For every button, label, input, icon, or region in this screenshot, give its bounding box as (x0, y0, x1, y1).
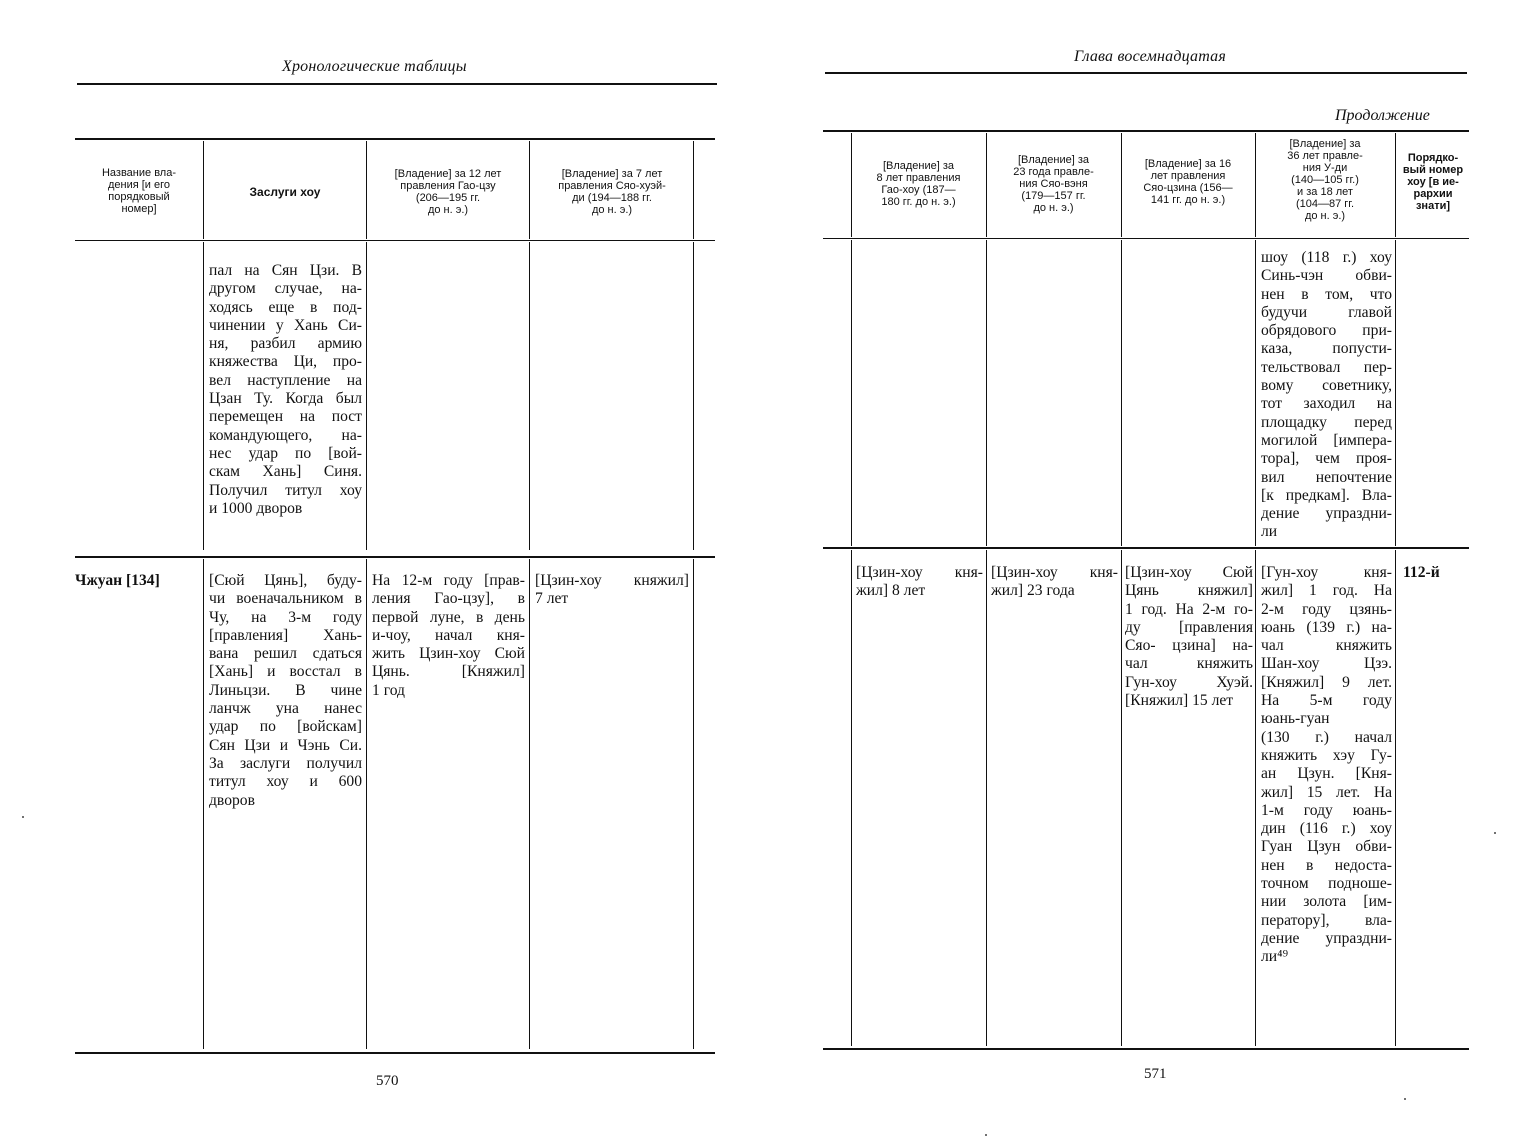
column-divider (851, 240, 852, 546)
column-divider (529, 242, 530, 550)
text-line: 1-м году юань- (1261, 801, 1392, 819)
text-line: вел наступление на (209, 371, 362, 389)
column-header-xiaohui (532, 168, 692, 216)
header-bottom-rule (75, 240, 715, 241)
text-line: чи военачальником в (209, 590, 362, 608)
column-divider (986, 133, 987, 237)
running-head: Хронологические таблицы (282, 58, 467, 75)
text-line: нен в недоста- (1261, 856, 1392, 874)
text-line: жить Цзин-хоу Сюй (372, 645, 525, 663)
text-line: Получил титул хоу (209, 481, 362, 499)
header-line: [Владение] за (1017, 154, 1090, 166)
text-line: ператору], вла- (1261, 911, 1392, 929)
chronology-table-left (75, 138, 715, 1054)
text-line: точном подноше- (1261, 875, 1392, 893)
text-line: другом случае, на- (209, 280, 362, 298)
header-line: Гао-хоу (187— (881, 184, 956, 196)
text-line: перемещен на пост (209, 408, 362, 426)
text-line: 2-м году цзянь- (1261, 600, 1392, 618)
header-line: 141 гг. до н. э.) (1150, 194, 1226, 206)
text-line: ления Гао-цзу], в (372, 590, 525, 608)
print-speck (1404, 1098, 1406, 1100)
text-line: [Сюй Цянь], буду- (209, 572, 362, 589)
text-line: каза, попусти- (1261, 340, 1392, 358)
row-divider-rule (823, 547, 1469, 549)
column-header-name (77, 167, 201, 215)
header-line: 23 года правле- (1013, 166, 1094, 178)
text-line: дин (116 г.) хоу (1261, 820, 1392, 838)
header-line: до н. э.) (591, 204, 633, 216)
column-divider (203, 559, 204, 1049)
text-line: На 12-м году [прав- (372, 572, 525, 589)
text-line: На 5-м году (1261, 692, 1392, 710)
column-divider (529, 559, 530, 1049)
text-line: пал на Сян Цзи. В (209, 262, 362, 279)
text-line: чал княжить (1261, 637, 1392, 655)
text-line: вому советнику, (1261, 377, 1392, 395)
header-line: 8 лет правления (876, 172, 961, 184)
header-line: ния У-ди (1302, 162, 1348, 174)
header-line: [Владение] за (882, 160, 955, 172)
chronology-table-right (823, 130, 1469, 1050)
column-divider (1255, 133, 1256, 237)
text-line: тельствовал пер- (1261, 358, 1392, 376)
header-line: рархии (1413, 188, 1453, 200)
table-bottom-rule (823, 1048, 1469, 1050)
text-line: ли⁴⁹ (1261, 948, 1288, 966)
text-line: площадку перед (1261, 413, 1392, 431)
text-line: жил] 8 лет (856, 582, 926, 600)
header-line: Порядко- (1407, 152, 1459, 164)
page-number: 571 (1144, 1066, 1167, 1082)
text-line: [Хань] и восстал в (209, 663, 362, 681)
text-line: [Гун-хоу кня- (1261, 564, 1392, 581)
header-line: (206—195 гг. (415, 192, 481, 204)
text-line: скам Хань] Синя. (209, 463, 362, 481)
column-divider (693, 559, 694, 1049)
text-line: [правления] Хань- (209, 626, 362, 644)
text-line: нен в том, что (1261, 285, 1392, 303)
column-divider (1395, 550, 1396, 1046)
cell-name-row2 (75, 572, 201, 590)
text-line: нии золота [им- (1261, 893, 1392, 911)
text-line: ня, разбил армию (209, 335, 362, 353)
text-line: Чу, на 3-м году (209, 608, 362, 626)
text-line: [Цзин-хоу кня- (856, 564, 983, 581)
text-line: дворов (209, 791, 255, 809)
text-line: и 1000 дворов (209, 499, 303, 517)
text-line: княжить хэу Гу- (1261, 746, 1392, 764)
cell-xiaowen-row2 (991, 564, 1118, 601)
header-line: лет правления (1150, 170, 1226, 182)
header-line: [Владение] за (1289, 138, 1361, 150)
column-divider (1121, 133, 1122, 237)
cell-gaohou-row2 (856, 564, 983, 601)
text-line: За заслуги получил (209, 754, 362, 772)
text-line: Гуан Цзун обви- (1261, 838, 1392, 856)
column-divider (529, 141, 530, 239)
column-header-xiaojing (1123, 158, 1253, 206)
print-speck (1494, 832, 1496, 834)
cell-merit-row2 (209, 572, 362, 810)
header-line: до н. э.) (427, 204, 469, 216)
column-divider (986, 550, 987, 1046)
text-line: шоу (118 г.) хоу (1261, 249, 1392, 266)
text-line: жил] 1 год. На (1261, 582, 1392, 600)
header-line: и за 18 лет (1297, 186, 1353, 198)
text-line: титул хоу и 600 (209, 773, 362, 791)
header-line: [Владение] за 12 лет (394, 168, 502, 180)
right-page (770, 0, 1530, 1148)
text-line: 1 год (372, 681, 405, 699)
holding-name: Чжуан [134] (75, 572, 160, 589)
page-number: 570 (376, 1073, 399, 1089)
text-line: чинении у Хань Си- (209, 316, 362, 334)
header-line: (140—105 гг.) (1291, 174, 1359, 186)
text-line: обрядового при- (1261, 322, 1392, 340)
text-line: [Княжил] 9 лет. (1261, 673, 1392, 691)
text-line: [Цзин-хоу кня- (991, 564, 1118, 581)
column-divider (693, 141, 694, 239)
header-line: (179—157 гг. (1021, 190, 1086, 202)
header-line: номер] (121, 203, 157, 215)
cell-xiaohui-row2 (535, 572, 689, 609)
text-line: [Княжил] 15 лет (1125, 692, 1234, 710)
text-line: Цянь княжил] (1125, 582, 1253, 600)
column-header-gaohou (853, 160, 984, 208)
column-header-gaozu (369, 168, 527, 216)
continued-label: Продолжение (1335, 107, 1430, 124)
text-line: дение упраздни- (1261, 929, 1392, 947)
header-rule (77, 83, 717, 85)
column-header-wudi (1257, 138, 1393, 222)
text-line: Цянь. [Княжил] (372, 663, 525, 681)
header-line: знати] (1415, 200, 1451, 212)
header-line: 36 лет правле- (1287, 150, 1363, 162)
column-divider (1395, 133, 1396, 237)
text-line: Линьцзи. В чине (209, 681, 362, 699)
text-line: юань (139 г.) на- (1261, 618, 1392, 636)
header-line: до н. э.) (1033, 202, 1074, 214)
print-speck (985, 1134, 987, 1136)
text-line: ланчж уна нанес (209, 700, 362, 718)
print-speck (22, 816, 24, 818)
text-line: жил] 23 года (991, 582, 1075, 600)
column-header-xiaowen (988, 154, 1119, 214)
header-line: (104—87 гг. (1295, 198, 1355, 210)
header-line: правления Сяо-хуэй- (558, 180, 666, 192)
text-line: [Цзин-хоу княжил] (535, 572, 689, 589)
text-line: нес удар по [вой- (209, 444, 362, 462)
column-divider (1255, 240, 1256, 546)
text-line: чал княжить (1125, 655, 1253, 673)
column-divider (1121, 240, 1122, 546)
cell-xiaojing-row2 (1125, 564, 1253, 710)
text-line: ходясь еще в под- (209, 298, 362, 316)
table-bottom-rule (75, 1052, 715, 1054)
header-line: правления Гао-цзу (400, 180, 496, 192)
text-line: Гун-хоу Хуэй. (1125, 673, 1253, 691)
text-line: могилой [импера- (1261, 431, 1392, 449)
column-header-merit (206, 186, 364, 198)
text-line: 7 лет (535, 590, 569, 608)
header-line: до н. э.) (1304, 210, 1346, 222)
header-line: [Владение] за 7 лет (561, 168, 663, 180)
column-divider (1395, 240, 1396, 546)
text-line: Сяо- цзина] на- (1125, 637, 1253, 655)
header-line: ди (194—188 гг. (572, 192, 652, 204)
running-head: Глава восемнадцатая (1074, 48, 1227, 65)
header-line: Название вла- (101, 167, 176, 179)
text-line: Шан-хоу Цзэ. (1261, 655, 1392, 673)
text-line: (130 г.) начал (1261, 728, 1392, 746)
header-line: Сяо-цзина (156— (1143, 182, 1233, 194)
text-line: 1 год. На 2-м го- (1125, 600, 1253, 618)
cell-wudi-row1 (1261, 249, 1392, 542)
text-line: юань-гуан (1261, 710, 1330, 728)
text-line: тот заходил на (1261, 395, 1392, 413)
cell-gaozu-row2 (372, 572, 525, 700)
text-line: ду [правления (1125, 618, 1253, 636)
text-line: жил] 15 лет. На (1261, 783, 1392, 801)
cell-wudi-row2 (1261, 564, 1392, 967)
column-divider (366, 141, 367, 239)
header-line: [Владение] за 16 (1144, 158, 1232, 170)
row-divider-rule (75, 556, 715, 558)
text-line: [к предкам]. Вла- (1261, 486, 1392, 504)
rank-value: 112-й (1403, 564, 1440, 581)
column-divider (986, 240, 987, 546)
cell-rank-row2 (1403, 564, 1465, 582)
column-divider (851, 133, 852, 237)
header-line: Заслуги хоу (249, 185, 321, 199)
column-header-rank (1397, 152, 1469, 212)
text-line: тора], чем проя- (1261, 450, 1392, 468)
header-line: 180 гг. до н. э.) (881, 196, 956, 208)
cell-merit-row1 (209, 262, 362, 518)
header-bottom-rule (823, 238, 1469, 239)
header-line: дения [и его (107, 179, 171, 191)
text-line: вана решил сдаться (209, 645, 362, 663)
text-line: ан Цзун. [Кня- (1261, 765, 1392, 783)
column-divider (693, 242, 694, 550)
text-line: Сян Цзи и Чэнь Си. (209, 736, 362, 754)
table-top-rule (75, 138, 715, 140)
column-divider (366, 559, 367, 1049)
text-line: вил непочтение (1261, 468, 1392, 486)
column-divider (203, 141, 204, 239)
text-line: первой луне, в день (372, 608, 525, 626)
text-line: и-чоу, начал кня- (372, 626, 525, 644)
text-line: княжества Ци, про- (209, 353, 362, 371)
header-line: ния Сяо-вэня (1019, 178, 1088, 190)
column-divider (1121, 550, 1122, 1046)
left-page (0, 0, 760, 1148)
header-line: хоу [в ие- (1407, 176, 1459, 188)
text-line: [Цзин-хоу Сюй (1125, 564, 1253, 581)
text-line: будучи главой (1261, 303, 1392, 321)
table-top-rule (823, 130, 1469, 132)
text-line: Синь-чэн обви- (1261, 267, 1392, 285)
text-line: ли (1261, 523, 1278, 541)
header-line: порядковый (108, 191, 170, 203)
header-rule (825, 72, 1467, 74)
header-line: вый номер (1402, 164, 1464, 176)
text-line: удар по [войскам] (209, 718, 362, 736)
column-divider (203, 242, 204, 550)
text-line: командующего, на- (209, 426, 362, 444)
column-divider (366, 242, 367, 550)
column-divider (851, 550, 852, 1046)
text-line: дение упраздни- (1261, 505, 1392, 523)
column-divider (1255, 550, 1256, 1046)
text-line: Цзан Ту. Когда был (209, 390, 362, 408)
